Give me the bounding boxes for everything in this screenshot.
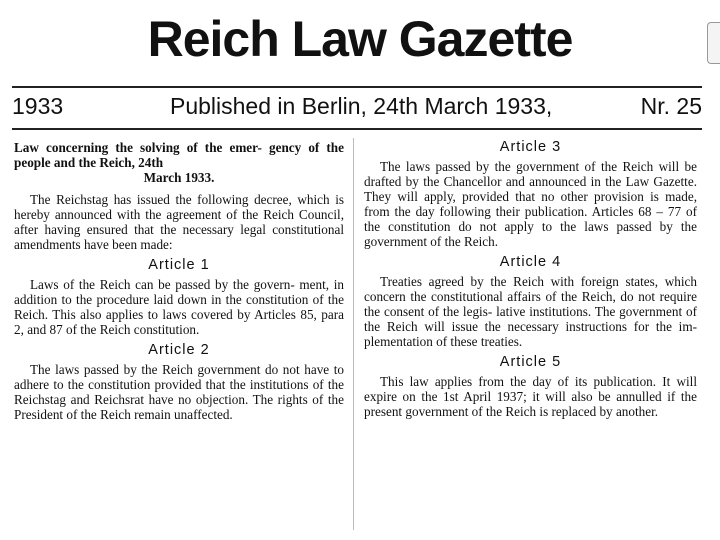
- page-edge-tab: [707, 22, 720, 64]
- article-1-heading: Article 1: [148, 257, 210, 273]
- article-5-heading: Article 5: [499, 354, 562, 370]
- article-5-text: This law applies from the day of its publication. It will expire on the 1st April 1937; it will also be annulled if the present government of the Reich is replaced by another.: [364, 374, 697, 419]
- law-title-date: March 1933.: [143, 170, 215, 185]
- article-2-heading: Article 2: [148, 342, 210, 358]
- left-column: [14, 140, 344, 532]
- gazette-masthead: Reich Law Gazette: [147, 11, 573, 67]
- article-3-text: The laws passed by the government of the Reich will be drafted by the Chancellor and announced in the Law Gazette. They will apply, provided that no other provision is made, from the day following their publication. Articles 68 – 77 of the constitution do not apply to the laws passed by the government of the Reich.: [364, 159, 697, 249]
- publication-place-date: Published in Berlin, 24th March 1933,: [170, 93, 553, 119]
- article-2-text: The laws passed by the Reich government do not have to adhere to the constitution provided that the institutions of the Reichstag and Reichsrat have no objection. The rights of the President of the Reich remain unaffected.: [14, 362, 344, 422]
- publication-year: 1933: [12, 93, 64, 119]
- article-4-heading: Article 4: [499, 254, 562, 270]
- column-divider: [353, 138, 354, 530]
- article-1-text: Laws of the Reich can be passed by the govern- ment, in addition to the procedure laid down in the constitution of the Reich. This also applies to laws covered by Articles 85, para 2, and 87 of the Reich constitution.: [14, 277, 344, 337]
- publication-line: [12, 93, 702, 123]
- law-title-text: Law concerning the solving of the emer- gency of the people and the Reich, 24th: [14, 140, 344, 170]
- article-4-text: Treaties agreed by the Reich with foreign states, which concern the constitutional affairs of the Reich, do not require the consent of the legis- lative institutions. The government of the Reich will issue the necessary instructions for the im- plementation of these treaties.: [364, 274, 697, 349]
- right-column: [364, 140, 697, 532]
- bottom-rule: [12, 128, 702, 130]
- article-3-heading: Article 3: [499, 139, 562, 155]
- law-title: [14, 140, 344, 185]
- top-rule: [12, 86, 702, 88]
- issue-number: Nr. 25: [640, 93, 702, 119]
- preamble: The Reichstag has issued the following decree, which is hereby announced with the agreement of the Reich Council, after having ensured that the necessary legal constitutional amendments have been made:: [14, 192, 344, 252]
